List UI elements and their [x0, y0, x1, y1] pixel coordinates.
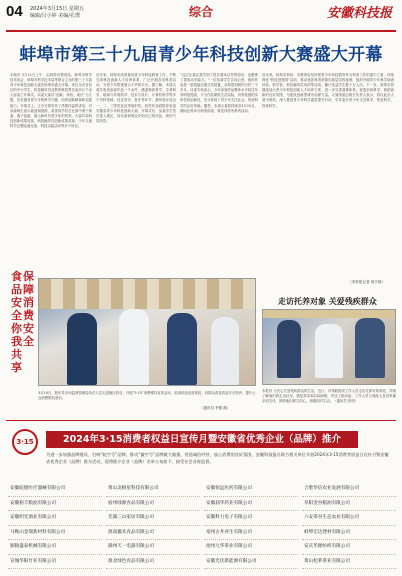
news-photo-inspection [38, 278, 256, 386]
company-list-item: 池州九华茶业有限公司 [204, 540, 298, 555]
photo-figure [315, 324, 343, 378]
photo-figure [119, 309, 149, 385]
company-list-item: 合肥华信农业发展有限公司 [302, 482, 396, 497]
header-divider [6, 30, 396, 32]
photo-figure [67, 313, 97, 385]
editor-line: 编辑/吕小婷 美编/孔璞 [30, 13, 80, 19]
article-2-body: 本报讯 为关心关爱残疾群众的生活，近日，市残联组织工作人员走访托养对象家庭，详细了解他们的生活状况、康复需求和实际困难，并送上慰问品。工作人员与残疾人及其家属亲切交谈，鼓励他们树立信心、积极面对生活。（通讯员 张明） [262, 389, 396, 404]
news-photo-visit [262, 309, 396, 385]
photo-figure [211, 317, 239, 385]
photo-figure [167, 313, 197, 385]
company-list-item: 安徽恒远医药有限公司 [204, 482, 298, 497]
company-list-item: 安徽润华药业有限公司 [204, 497, 298, 512]
page-number: 04 [6, 3, 23, 20]
company-list-item: 黄山北极星科技有限公司 [106, 482, 200, 497]
masthead-logo: 安徽科技报 [326, 6, 392, 21]
company-list-item: 阜阳金谷粮油有限公司 [302, 497, 396, 512]
company-list-item: 芜湖三山家居有限公司 [106, 511, 200, 526]
company-list-item: 淮北绿色食品有限公司 [106, 555, 200, 570]
company-list-item: 滁州天一电器有限公司 [106, 540, 200, 555]
header-meta [30, 6, 84, 20]
company-list-item: 安徽科力电子有限公司 [204, 511, 298, 526]
article-2-title: 走访托养对象 关爱残疾群众 [278, 297, 377, 306]
section-title: 综合 [189, 5, 214, 19]
article-column-1: 本报讯 3月11日上午，由蚌埠市教育局、蚌埠市科学技术协会、蚌埠市科学技术局等联合主办的第三十九届青少年科技创新大赛在蚌埠市盛大开幕。来自全市各县区的中小学生、科技辅导员及教育科技界代表共计千余人参加了开幕式。本届大赛以“创新、体验、成长”为主题，旨在激发青少年的科学兴趣，培养创新精神和实践能力。开幕式上，主办方领导作了热情洋溢的讲话，对参赛师生表示欢迎和鼓励，希望同学们在比赛中勇于探索、敢于创新，展示新时代青少年的风采。大赛共设科技创新成果竞赛、科技辅导员创新成果竞赛、少年儿童科学幻想绘画比赛、科技实践活动等多个项目。 [10, 73, 92, 128]
consumer-day-logo: 3·15 [12, 429, 38, 455]
photo-figure [355, 318, 385, 378]
ad-intro-text: 为进一步加强品牌建设，打响“皖字号”品牌，推动“徽字号”品牌做大做强，营造诚信经营、放心消费的良好氛围，安徽科技报社联合相关单位开展2024年3·15消费者权益日宣传月暨安徽省优秀企业（品牌）推介活动，现将推介企业（品牌）名单公布如下，接受社会各界监督。 [46, 452, 389, 464]
photo-shelf [263, 310, 396, 318]
article-column-4: 近年来，蚌埠市科协、市教育局坚持把青少年科技教育作为科普工作的重中之重，持续深化“科技进校园”活动，推动优质科普资源向基层学校延伸，组织开展青少年科学调查体验、科学营、科技辅导员培训等活动，累计受益学生数十万人次。下一步，蚌埠市将继续加大青少年科技创新人才培养力度，进一步完善赛事体系，营造崇尚科学、鼓励创新的良好氛围，为建设创新型城市贡献力量。大赛组委会相关负责人表示，将以此次大赛为契机，深入推进青少年科学素质提升行动，引导更多青少年走近科学、热爱科学、投身科学。 [262, 73, 394, 108]
company-list-item: 六安茶谷生态农业有限公司 [302, 511, 396, 526]
company-list-item: 铜陵盛泰机械有限公司 [8, 540, 102, 555]
photo-credit: （通讯员 李强 摄） [200, 406, 231, 410]
company-list-item: 安庆华源纺织有限公司 [302, 540, 396, 555]
company-list-item: 淮南徽禾食品有限公司 [106, 526, 200, 541]
company-list-item: 宿州绿源食品有限公司 [106, 497, 200, 512]
company-list-item: 安徽明光酒业有限公司 [8, 511, 102, 526]
ad-banner-title: 2024年3·15消费者权益日宣传月暨安徽省优秀企业（品牌）推介 [46, 431, 358, 448]
article-column-2: 近年来，蚌埠市高度重视青少年科技教育工作，不断完善科技创新人才培养体系，广泛开展各类科普活动，为青少年搭建展示才华的平台。据了解，本届大赛共收到参赛作品一千余件，涵盖物质科学、生命科学、地球与环境科学、技术与设计、计算机科学等多个学科领域。经过初评、复评等环节，最终将评选出一、二、三等奖及优秀组织奖。获奖作品将推荐参加安徽省青少年科技创新大赛。开幕式后，参赛学生依次进入展区，向评委和观众介绍自己的作品，现场气氛热烈。 [96, 73, 176, 123]
company-list-item: 安徽裕丰粮油有限公司 [8, 497, 102, 512]
page-header [6, 3, 396, 30]
photo-caption: 3月14日，肥东县市场监督管理局执法人员走进辖区药店，开展“3·15”消费维权宣传活动，检查药品经营规范，向群众普及药品安全知识，提升公众消费维权意识。 [38, 391, 256, 400]
photo-figure [277, 320, 301, 378]
company-list-item: 亳州古井养生有限公司 [204, 526, 298, 541]
company-list-item: 马鞍山金瑞新材料有限公司 [8, 526, 102, 541]
company-list-item: 宣城华阳竹业有限公司 [8, 555, 102, 570]
ad-divider [6, 420, 396, 421]
slogan-line-2: 保障消费安全 [23, 270, 34, 348]
issue-date: 2024年3月15日 星期五 [30, 6, 84, 12]
main-headline: 蚌埠市第三十九届青少年科技创新大赛盛大开幕 [19, 45, 383, 65]
company-list-item: 蚌埠宏达建材有限公司 [302, 526, 396, 541]
article-column-3: “这次比赛让我学到了很多课本以外的知识，也锻炼了我的动手能力。”一位参赛学生告诉记者，他的作品是一款智能垃圾分类装置，从构思到制作历时三个多月。评委专家表示，今年参赛作品整体水平较往年有明显提高，不少作品紧贴生活实际，具有较强的实用性和创新性，充分体现了青少年关注社会、热爱科学的良好风貌。据悉，本届大赛将持续至3月15日，期间还将举办科普讲座、科技体验等系列活动。 [180, 73, 258, 113]
reporter-credit: （安科报记者 何宇晨） [348, 280, 386, 284]
company-list-item: 安徽皖德医疗器械有限公司 [8, 482, 102, 497]
company-list-item: 安徽光伏新能源有限公司 [204, 555, 298, 570]
photo-shelves [39, 279, 256, 309]
company-list-item: 黄山松萝茶业有限公司 [302, 555, 396, 570]
slogan-line-1: 食品安全你我共享 [11, 270, 22, 374]
company-list [8, 482, 396, 570]
